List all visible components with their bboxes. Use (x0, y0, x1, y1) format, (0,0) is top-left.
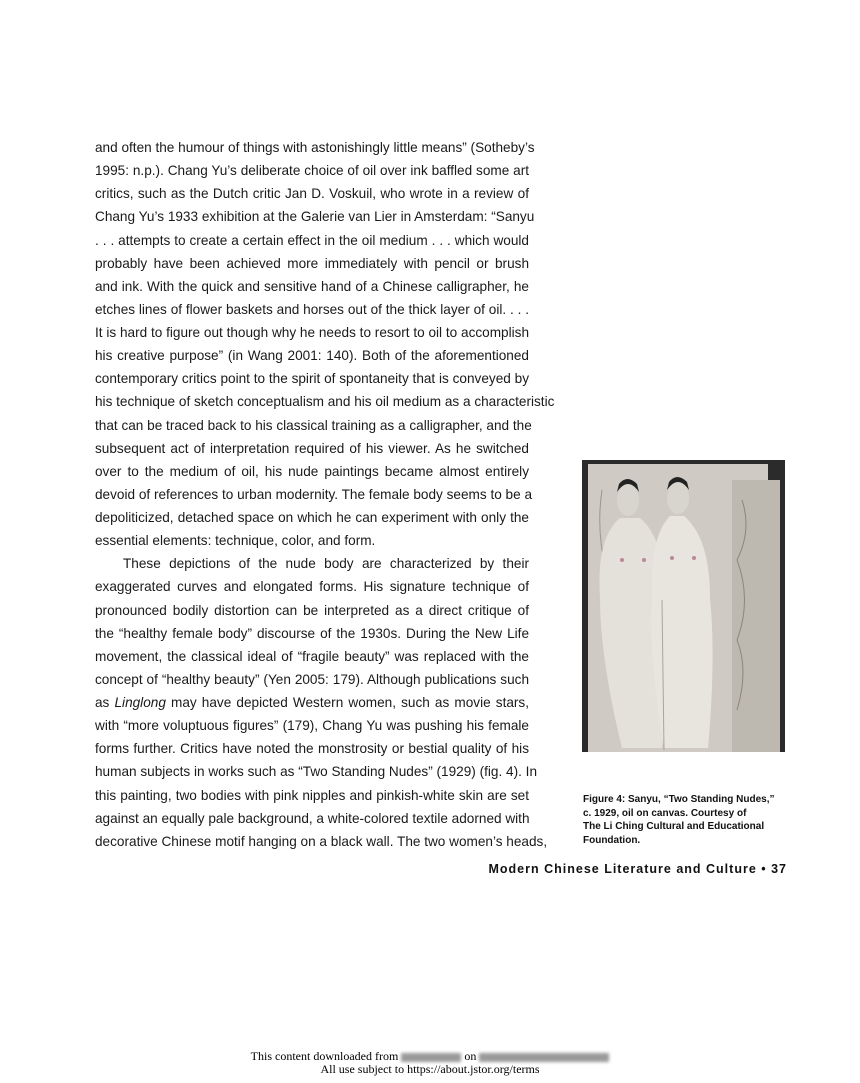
body-line: his technique of sketch conceptualism and his oil medium as a characteristic (95, 394, 555, 410)
body-line: movement, the classical ideal of “fragile beauty” was replaced with the (95, 648, 529, 664)
body-line: that can be traced back to his classical training as a calligrapher, and the (95, 417, 532, 433)
body-line: with “more voluptuous figures” (179), Chang Yu was pushing his female (95, 718, 529, 734)
body-line: and ink. With the quick and sensitive hand of a Chinese calligrapher, he (95, 278, 529, 294)
body-line: this painting, two bodies with pink nipples and pinkish-white skin are set (95, 787, 529, 803)
body-line-text: may have depicted Western women, such as movie stars, (165, 695, 530, 710)
caption-line: c. 1929, oil on canvas. Courtesy of (583, 807, 747, 819)
redacted-date (479, 1053, 609, 1062)
jstor-terms-notice: All use subject to https://about.jstor.org/terms (320, 1062, 540, 1076)
body-line: his creative purpose” (in Wang 2001: 140). Both of the aforementioned (95, 348, 529, 364)
body-line: critics, such as the Dutch critic Jan D. Voskuil, who wrote in a review of (95, 186, 529, 202)
figure-painting-two-standing-nudes (582, 460, 785, 752)
body-line: concept of “healthy beauty” (Yen 2005: 179). Although publications such (95, 671, 529, 687)
body-line: and often the humour of things with astonishingly little means” (Sotheby’s (95, 140, 535, 155)
painting-image (582, 460, 785, 752)
caption-line: The Li Ching Cultural and Educational (583, 821, 765, 832)
body-line: against an equally pale background, a white-colored textile adorned with (95, 810, 530, 826)
body-line (95, 691, 529, 714)
body-line: contemporary critics point to the spirit of spontaneity that is conveyed by (95, 371, 529, 387)
caption-line: Figure 4: Sanyu, “Two Standing Nudes,” (583, 794, 775, 805)
redacted-ip (401, 1053, 461, 1062)
body-line-text: as (95, 695, 115, 710)
body-line: subsequent act of interpretation required of his viewer. As he switched (95, 440, 529, 456)
body-line: decorative Chinese motif hanging on a black wall. The two women’s heads, (95, 833, 548, 849)
figure-caption (583, 793, 793, 847)
body-line: forms further. Critics have noted the monstrosity or bestial quality of his (95, 741, 529, 757)
body-line: probably have been achieved more immediately with pencil or brush (95, 255, 529, 271)
body-line: exaggerated curves and elongated forms. His signature technique of (95, 579, 529, 595)
body-line: pronounced bodily distortion can be interpreted as a direct critique of (95, 602, 529, 618)
body-line: These depictions of the nude body are characterized by their (123, 556, 529, 572)
body-line: etches lines of flower baskets and horses out of the thick layer of oil. . . . (95, 301, 529, 317)
body-line: over to the medium of oil, his nude paintings became almost entirely (95, 463, 529, 479)
running-footer: Modern Chinese Literature and Culture • 37 (488, 862, 787, 876)
body-line: depoliticized, detached space on which he can experiment with only the (95, 510, 529, 525)
body-line: 1995: n.p.). Chang Yu’s deliberate choice of oil over ink baffled some art (95, 163, 529, 179)
body-line: devoid of references to urban modernity. The female body seems to be a (95, 486, 533, 502)
body-line: essential elements: technique, color, and form. (95, 533, 376, 549)
body-line: . . . attempts to create a certain effect in the oil medium . . . which would (95, 232, 529, 248)
caption-line: Foundation. (583, 834, 641, 846)
body-line: It is hard to figure out though why he needs to resort to oil to accomplish (95, 325, 529, 340)
download-notice-mid: on (461, 1049, 480, 1063)
body-line: Chang Yu’s 1933 exhibition at the Galerie van Lier in Amsterdam: “Sanyu (95, 209, 535, 225)
body-text (95, 136, 555, 853)
body-line: human subjects in works such as “Two Standing Nudes” (1929) (fig. 4). In (95, 764, 538, 780)
body-line: the “healthy female body” discourse of the 1930s. During the New Life (95, 625, 529, 641)
publication-title: Linglong (114, 695, 166, 710)
download-notice-prefix: This content downloaded from (250, 1049, 402, 1063)
